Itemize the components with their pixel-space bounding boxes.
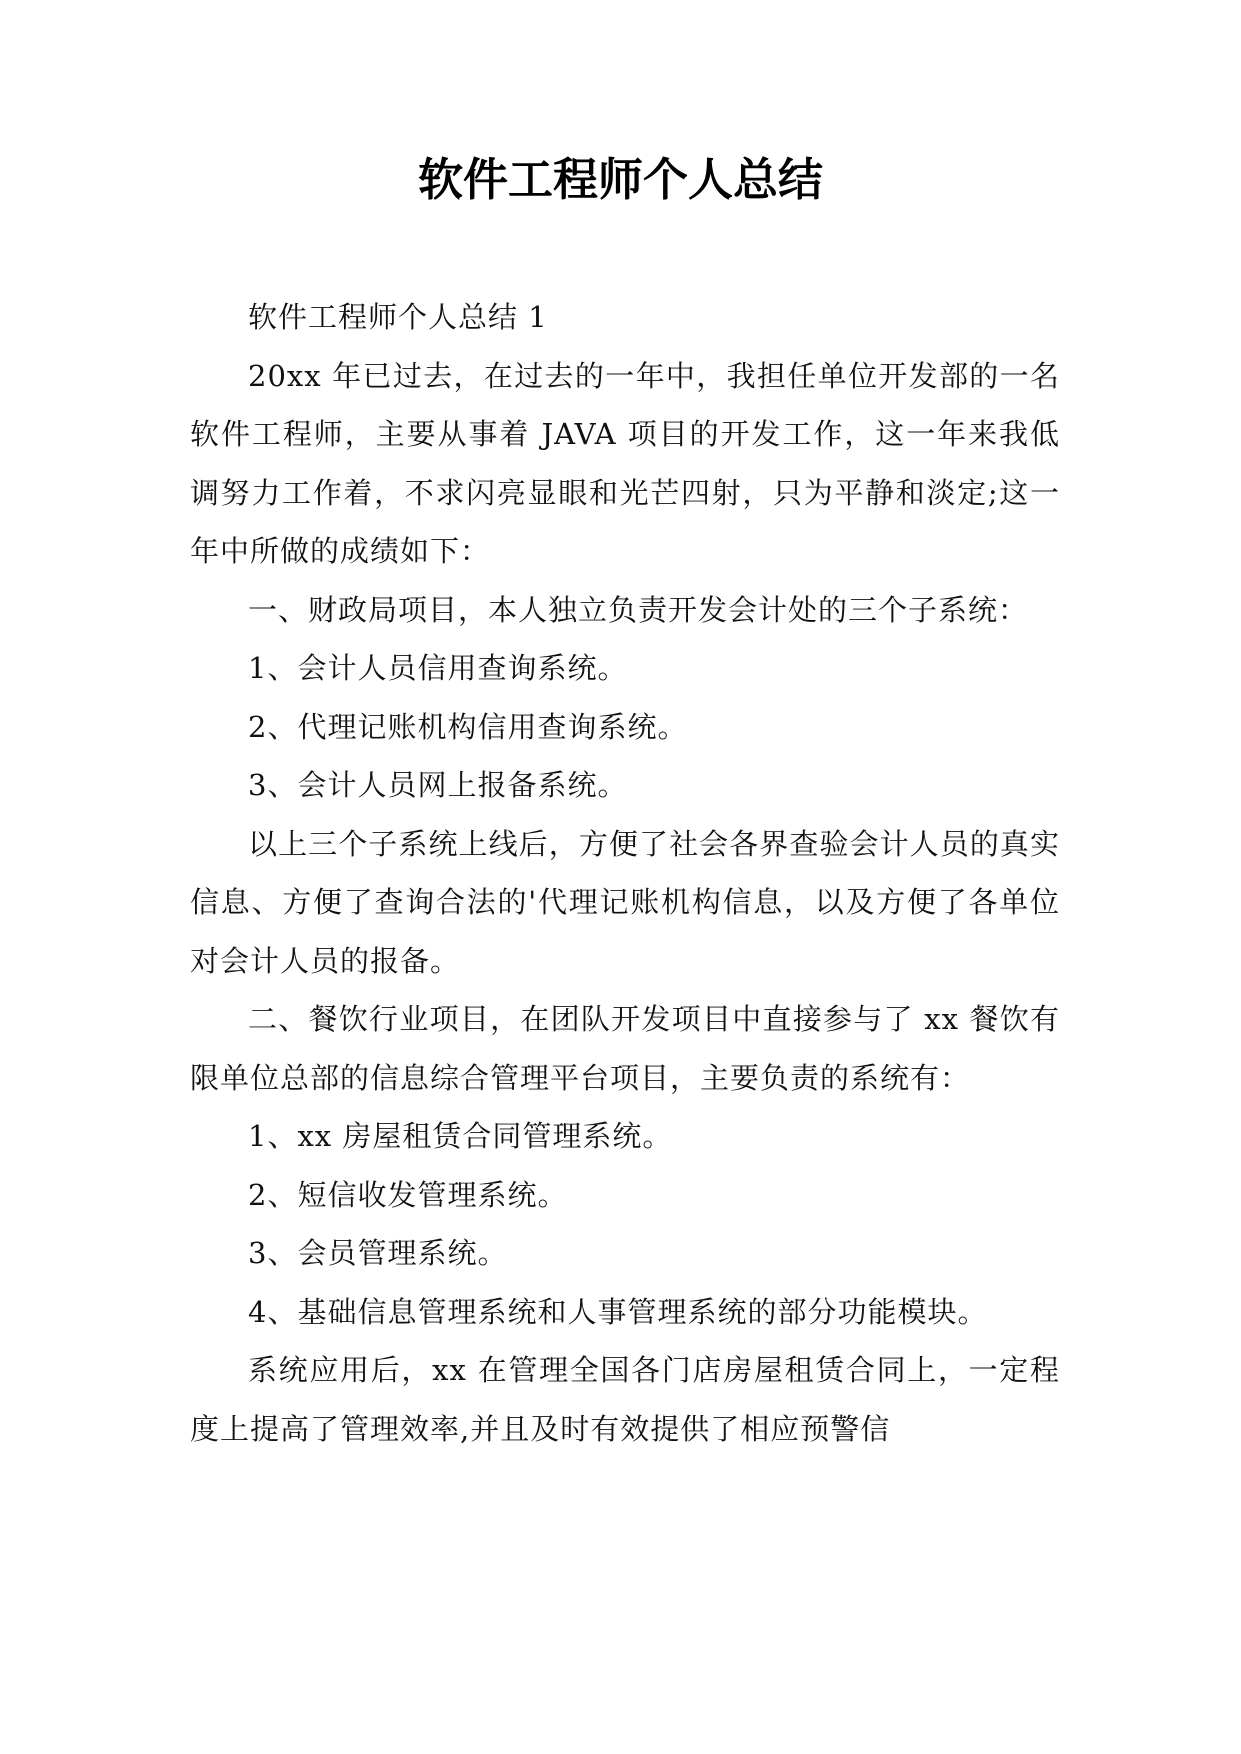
list-item: 4、基础信息管理系统和人事管理系统的部分功能模块。: [248, 1294, 988, 1329]
list-item: 3、会员管理系统。: [248, 1236, 508, 1270]
paragraph: 二、餐饮行业项目，在团队开发项目中直接参与了 xx 餐饮有限单位总部的信息综合管理平台项目，主要负责的系统有：: [190, 1002, 1060, 1095]
list-item: 1、xx 房屋租赁合同管理系统。: [248, 1119, 673, 1153]
list-item: 1、会计人员信用查询系统。: [248, 651, 628, 685]
paragraph: 20xx 年已过去，在过去的一年中，我担任单位开发部的一名软件工程师，主要从事着 JAVA 项目的开发工作，这一年来我低调努力工作着，不求闪亮显眼和光芒四射，只为平静和淡定;这一年中所做的成绩如下：: [190, 358, 1060, 568]
document-body: [190, 288, 1060, 1458]
paragraph: 以上三个子系统上线后，方便了社会各界查验会计人员的真实信息、方便了查询合法的'代理记账机构信息，以及方便了各单位对会计人员的报备。: [190, 826, 1060, 978]
list-item: 3、会计人员网上报备系统。: [248, 768, 628, 802]
section-heading: 软件工程师个人总结 1: [248, 300, 548, 334]
list-item: 2、代理记账机构信用查询系统。: [248, 709, 688, 744]
paragraph: 一、财政局项目，本人独立负责开发会计处的三个子系统：: [248, 592, 1029, 627]
document-title: 软件工程师个人总结: [417, 153, 823, 206]
list-item: 2、短信收发管理系统。: [248, 1177, 568, 1212]
paragraph: 系统应用后，xx 在管理全国各门店房屋租赁合同上，一定程度上提高了管理效率,并且及时有效提供了相应预警信: [190, 1353, 1060, 1446]
